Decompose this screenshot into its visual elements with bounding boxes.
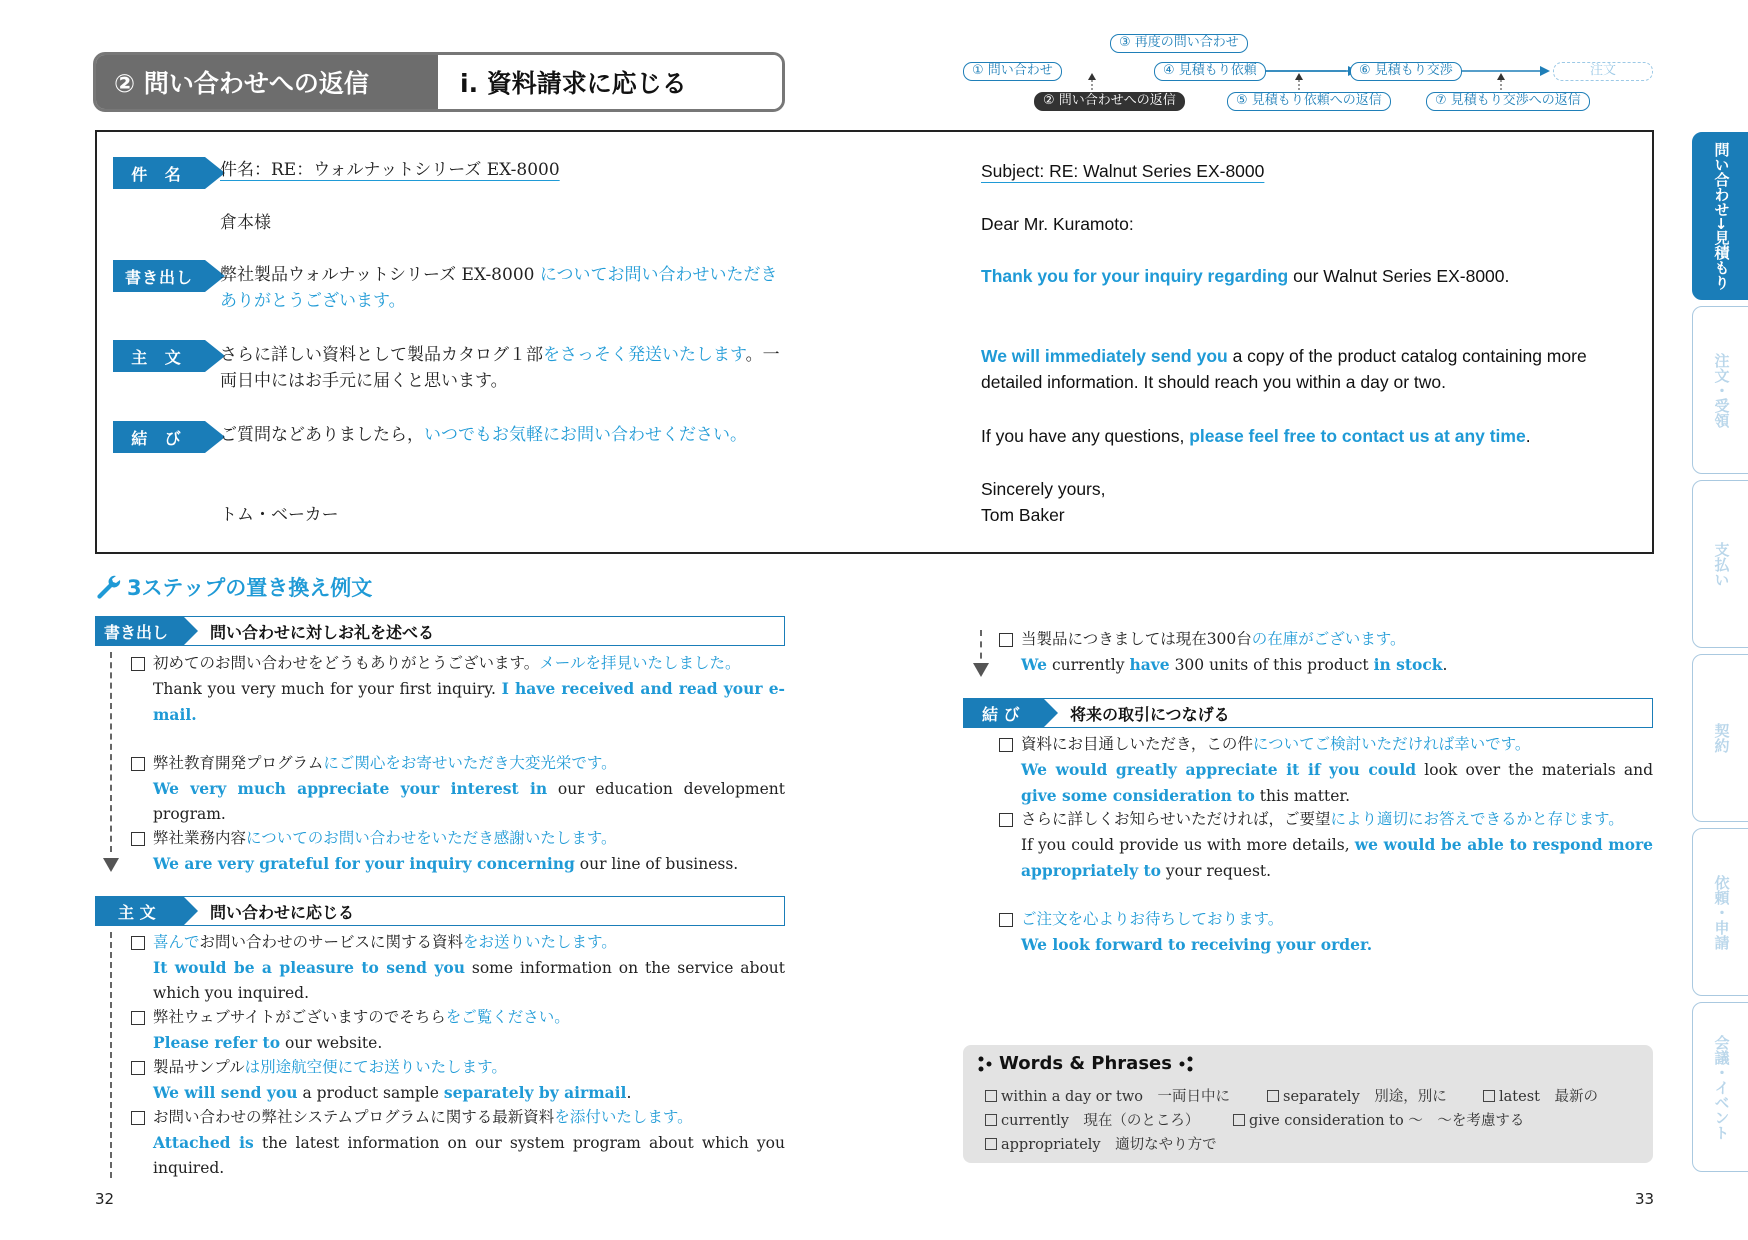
phrase-item: appropriately 適切なやり方で	[985, 1133, 1217, 1154]
chapter-header	[93, 52, 785, 112]
list-item: 当製品につきましては現在300台の在庫がございます。 We currently have 300 units of this product in stock.	[1021, 627, 1653, 678]
closing-section-label: 結 び	[964, 699, 1044, 727]
checkbox-icon	[131, 1061, 145, 1075]
checkbox-icon	[985, 1138, 997, 1150]
list-item: 弊社教育開発プログラムにご関心をお寄せいただき大変光栄です。 We very much appreciate your interest in our education development program.	[153, 751, 785, 827]
opening-section-bar	[95, 616, 785, 646]
jp-subject: 件名：RE：ウォルナットシリーズ EX-8000	[220, 160, 560, 180]
jp-opening: 弊社製品ウォルナットシリーズ EX-8000 についてお問い合わせいただきありがとうございます。	[220, 265, 778, 311]
body-section-label: 主 文	[96, 897, 184, 925]
page-number-right: 33	[1635, 1190, 1655, 1208]
flow-order: 注文	[1553, 62, 1653, 81]
phrase-item: separately 別途，別に	[1267, 1085, 1447, 1106]
flow-step-1: ① 問い合わせ	[963, 62, 1062, 81]
flow-step-3: ③ 再度の問い合わせ	[1110, 34, 1248, 53]
subsection-title: ⅰ. 資料請求に応じる	[438, 55, 782, 109]
jp-closing: ご質問などありましたら，いつでもお気軽にお問い合わせください。	[220, 425, 747, 445]
closing-section-bar	[963, 698, 1653, 728]
email-example-box	[95, 130, 1654, 554]
list-item: 喜んでお問い合わせのサービスに関する資料をお送りいたします。 It would be a pleasure to send you some information on the service about which you inquired.	[153, 930, 785, 1006]
label-body: 主 文	[113, 340, 205, 372]
list-item: お問い合わせの弊社システムプログラムに関する最新資料を添付いたします。 Attached is the latest information on our system program about which you inquired.	[153, 1105, 785, 1181]
steps-title: 3ステップの置き換え例文	[95, 572, 372, 602]
dashed-guide	[110, 932, 112, 1178]
flow-step-6: ⑥ 見積もり交渉	[1350, 62, 1462, 81]
page-number-left: 32	[95, 1190, 115, 1208]
checkbox-icon	[999, 738, 1013, 752]
dashed-guide	[110, 652, 112, 852]
jp-greeting: 倉本様	[220, 213, 271, 233]
words-phrases-box	[963, 1045, 1653, 1163]
phrase-item: currently 現在（のところ）	[985, 1109, 1199, 1130]
opening-section-heading: 問い合わせに対しお礼を述べる	[210, 622, 435, 642]
checkbox-icon	[999, 633, 1013, 647]
checkbox-icon	[131, 1111, 145, 1125]
closing-section-heading: 将来の取引につなげる	[1070, 704, 1230, 724]
list-item: 製品サンプルは別途航空便にてお送りいたします。 We will send you a product sample separately by airmail.	[153, 1055, 785, 1106]
checkbox-icon	[1483, 1090, 1495, 1102]
tab-inquiry-estimate[interactable]: 問い合わせ→見積もり	[1692, 132, 1748, 300]
body-section-heading: 問い合わせに応じる	[210, 902, 355, 922]
flow-step-7: ⑦ 見積もり交渉への返信	[1426, 92, 1590, 111]
checkbox-icon	[1267, 1090, 1279, 1102]
en-sincerely: Sincerely yours,	[981, 479, 1106, 499]
checkbox-icon	[131, 832, 145, 846]
phrase-item: within a day or two 一両日中に	[985, 1085, 1230, 1106]
down-arrow-icon	[973, 663, 989, 677]
checkbox-icon	[131, 757, 145, 771]
flow-step-4: ④ 見積もり依頼	[1154, 62, 1266, 81]
dots-icon	[977, 1055, 995, 1073]
checkbox-icon	[999, 813, 1013, 827]
en-subject: Subject: RE: Walnut Series EX-8000	[981, 161, 1265, 181]
checkbox-icon	[131, 936, 145, 950]
words-phrases-title: Words & Phrases	[977, 1053, 1194, 1074]
body-section-bar	[95, 896, 785, 926]
checkbox-icon	[999, 913, 1013, 927]
checkbox-icon	[1233, 1114, 1245, 1126]
jp-signature: トム・ベーカー	[220, 505, 339, 525]
label-subject: 件 名	[113, 157, 205, 189]
en-body: We will immediately send you a copy of the product catalog containing more detailed information. It should reach you within a day or two.	[981, 346, 1587, 392]
en-signature: Tom Baker	[981, 505, 1065, 525]
tab-contract[interactable]: 契約	[1692, 654, 1748, 822]
opening-section-label: 書き出し	[96, 617, 184, 645]
en-opening: Thank you for your inquiry regarding our Walnut Series EX-8000.	[981, 266, 1510, 286]
checkbox-icon	[131, 657, 145, 671]
en-greeting: Dear Mr. Kuramoto:	[981, 214, 1134, 234]
checkbox-icon	[985, 1114, 997, 1126]
tab-request-application[interactable]: 依頼・申請	[1692, 828, 1748, 996]
list-item: ご注文を心よりお待ちしております。 We look forward to receiving your order.	[1021, 907, 1653, 958]
phrase-item: latest 最新の	[1483, 1085, 1598, 1106]
list-item: 資料にお目通しいただき，この件についてご検討いただければ幸いです。 We would greatly appreciate it if you could look over the materials and give some consideration to this matter.	[1021, 732, 1653, 809]
flow-step-2: ② 問い合わせへの返信	[1034, 92, 1185, 111]
tab-order-receipt[interactable]: 注文・受領	[1692, 306, 1748, 474]
list-item: 弊社ウェブサイトがございますのでそちらをご覧ください。 Please refer to our website.	[153, 1005, 785, 1056]
flow-step-5: ⑤ 見積もり依頼への返信	[1227, 92, 1391, 111]
down-arrow-icon	[103, 858, 119, 872]
wrench-icon	[95, 574, 121, 600]
en-closing: If you have any questions, please feel free to contact us at any time.	[981, 426, 1531, 446]
section-title: ② 問い合わせへの返信	[96, 55, 438, 109]
tab-payment[interactable]: 支払い	[1692, 480, 1748, 648]
checkbox-icon	[985, 1090, 997, 1102]
label-opening: 書き出し	[113, 260, 205, 292]
list-item: 初めてのお問い合わせをどうもありがとうございます。メールを拝見いたしました。 Thank you very much for your first inquiry. I have received and read your e-mail.	[153, 651, 785, 728]
list-item: さらに詳しくお知らせいただければ，ご要望により適切にお答えできるかと存じます。 If you could provide us with more details, we would be able to respond more appropriately to your request.	[1021, 807, 1653, 884]
list-item: 弊社業務内容についてのお問い合わせをいただき感謝いたします。 We are very grateful for your inquiry concerning our line of business.	[153, 826, 785, 877]
tab-meeting-event[interactable]: 会議・イベント	[1692, 1002, 1748, 1172]
dots-icon	[1176, 1055, 1194, 1073]
checkbox-icon	[131, 1011, 145, 1025]
jp-body: さらに詳しい資料として製品カタログ１部をさっそく発送いたします。一両日中にはお手元に届くと思います。	[220, 345, 780, 391]
phrase-item: give consideration to ～ ～を考慮する	[1233, 1109, 1524, 1130]
label-closing: 結 び	[113, 421, 205, 453]
